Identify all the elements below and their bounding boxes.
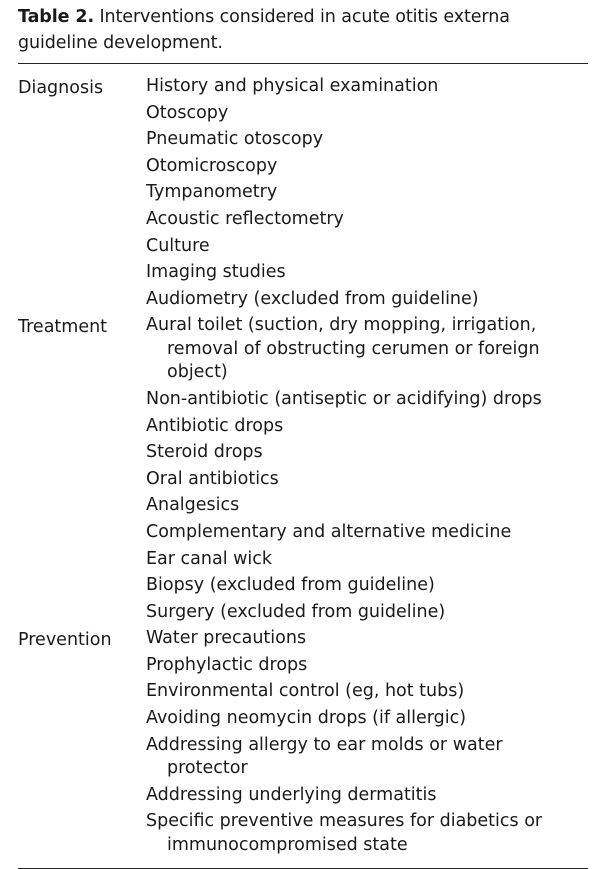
intervention-list	[146, 314, 588, 627]
intervention-list	[146, 627, 588, 860]
intervention-item: Water precautions	[146, 628, 307, 649]
table-group-diagnosis	[18, 75, 588, 314]
intervention-item: Analgesics	[146, 495, 240, 516]
intervention-item: Aural toilet (suction, dry mopping, irrigation, removal of obstructing cerumen or foreign object)	[146, 315, 540, 383]
category-label: Prevention	[18, 630, 112, 651]
table-caption-label: Table 2.	[18, 7, 95, 27]
category-label: Treatment	[18, 317, 108, 338]
interventions-table	[18, 4, 588, 869]
intervention-item: Otoscopy	[146, 102, 229, 123]
intervention-item: Antibiotic drops	[146, 415, 284, 436]
intervention-item: Pneumatic otoscopy	[146, 129, 324, 150]
table-group-prevention	[18, 627, 588, 860]
intervention-item: Surgery (excluded from guideline)	[146, 601, 446, 622]
intervention-item: Biopsy (excluded from guideline)	[146, 575, 435, 596]
intervention-item: Addressing allergy to ear molds or water protector	[146, 734, 503, 779]
intervention-item: Acoustic reflectometry	[146, 208, 344, 229]
intervention-item: Tympanometry	[146, 182, 278, 203]
table-body	[18, 64, 588, 860]
intervention-item: Steroid drops	[146, 442, 263, 463]
table-caption-text: Interventions considered in acute otitis externa guideline development.	[18, 7, 510, 53]
intervention-item: Addressing underlying dermatitis	[146, 784, 437, 805]
intervention-item: Otomicroscopy	[146, 155, 278, 176]
intervention-item: Avoiding neomycin drops (if allergic)	[146, 708, 467, 729]
intervention-list	[146, 75, 588, 314]
intervention-item: Non-antibiotic (antiseptic or acidifying) drops	[146, 388, 542, 409]
intervention-item: Oral antibiotics	[146, 468, 279, 489]
table-caption	[18, 4, 588, 56]
intervention-item: Prophylactic drops	[146, 654, 308, 675]
intervention-item: Imaging studies	[146, 262, 286, 283]
intervention-item: Ear canal wick	[146, 548, 273, 569]
intervention-item: Culture	[146, 235, 210, 256]
intervention-item: History and physical examination	[146, 76, 439, 96]
intervention-item: Complementary and alternative medicine	[146, 521, 512, 542]
intervention-item: Environmental control (eg, hot tubs)	[146, 681, 465, 702]
table-group-treatment	[18, 314, 588, 627]
intervention-item: Audiometry (excluded from guideline)	[146, 288, 479, 309]
category-label: Diagnosis	[18, 78, 104, 98]
intervention-item: Specific preventive measures for diabetics or immunocompromised state	[146, 811, 543, 855]
